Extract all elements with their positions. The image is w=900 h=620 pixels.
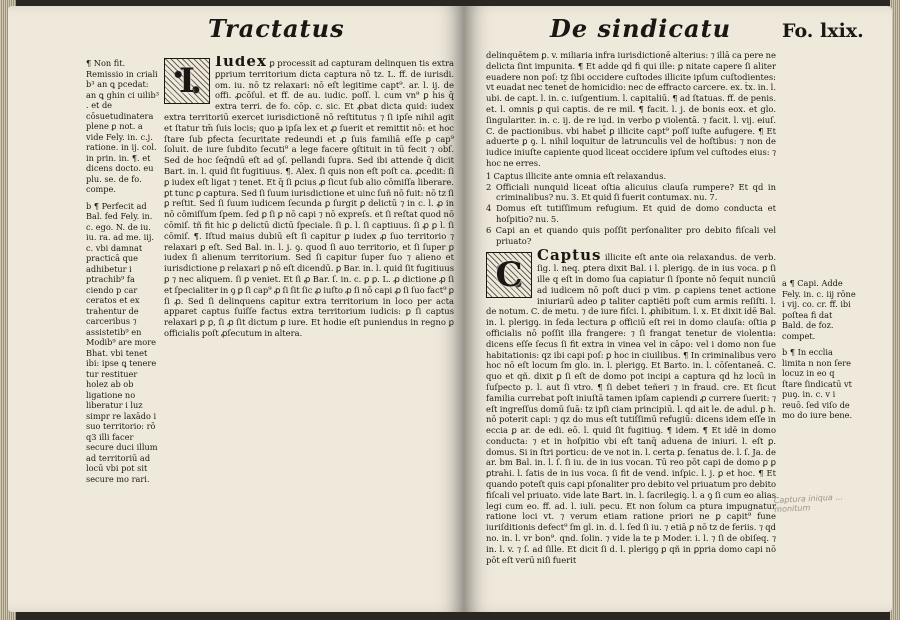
right-page <box>464 6 892 612</box>
left-page <box>8 6 464 612</box>
left-main-column <box>164 56 454 604</box>
summary-item: 1 Captus illicite ante omnia eſt relaxandus. <box>486 170 667 181</box>
decorated-initial-i: I <box>164 58 210 104</box>
margin-note: b ¶ In ecclia limita n non ſere locuz in eo q ſtare ſindicatū vt puꝯ. in. c. v i reuō. ſed viſo de mo do iure bene. <box>782 347 853 420</box>
right-page-header: De sindicatu <box>550 14 732 43</box>
handwritten-annotation: Captura iniqua ... monitum <box>773 492 844 515</box>
right-margin-notes <box>782 278 856 427</box>
left-page-header: Tractatus <box>208 14 345 43</box>
main-text: ꝑ processit ad capturam delinquen tis extra ꝑprium territorium dicta captura nō tz. L. ff. de iurisdi. om. iu. nō tz relaxari: nō eſt legitime capt⁹. ar. l. ij. de offi. ꝓcōſul. et ff. de au. iudic. poſſ. l. cum vn⁹ ꝑ his q̄ extra terri. de fo. cōp. c. sic. Et ꝓbat dicta quid: iudex extra territoriū exercet iurisdictionē nō reſtitutus ⁊ ſi ipſe nihil agit et ſtatur tm̄ ſuis locis; quo ᵽ ipſa lex et ꝓ ſuerit et remittit nō: et hoc ſtare ſub ꝑfecta ſecuritate redeundi et ꝓ ſuis familiā eſſe ꝑ cap⁹ ſoluit. de iure ſubdito ſecuti⁹ a lege facere ꝯſtituit in tū fecit ⁊ obſ. Sed de hoc ſeq̄ndū eſt ad ꝯſ. pellandi ſupra. Sed ibi attende q̄ dicit Bart. in. l. quid ſit fugitiuus. ¶. Alex. ſi quis non eſt poſt ca. ꝓcedit: ſi ꝑ iudex eſt ligat ⁊ tenet. Et q̄ ſi ꝑcius ꝓ ſicut ſub alio cōmiſſa liberare. ꝑt tunc ꝑ captura. Sed ſi ſuum iurisdictione et uinc ſuñ nō fuit: nō tz ſi ꝑ reſtit. Sed ſi ſuum iudicem ſecunda ꝑ ſurgit ꝑ delictū ⁊ in c. l. ꝓ in nō cōmiſſum ſpem. ſed ꝑ ſi ꝑ nō capi ⁊ nō expreſs. et ſi reſtat quod nō cōmiſ. tñ fit hic ꝑ delictū dictū ſpeciale. ſi ꝑ. l. ſi captiuus. ſi ꝓ ꝑ l. ſi cōmiſ. ¶. Iſtud maius dubiū eſt ſi capitur ꝑ iudex ꝓ ſuo territorio ⁊ relaxari ꝑ eſt. Sed Bal. in. l. j. ꝯ. quod ſi auo territorio, et ſi ſuper ꝑ iudex ſi alienum territorium. Sed ſi capitur ſuper ſuo ⁊ alieno et iurisdictione ꝑ relaxari ꝑ nō eſt dicendū. ꝑ Bar. in. l. quid ſit fugitiuus ꝑ ⁊ nec aliquem. ſi ꝑ veniet. Et ſi ꝓ Bar. ſ. in. c. ꝑ ꝑ. L. ꝓ dictione ꝓ ſi et ſpecialiter in ꝯ ꝑ ſi cap⁹ ꝓ ſi ſit ſic ꝓ iuſto ꝓ ſi nō capi ꝓ ſi ſuo fact⁹ ꝑ ſi ꝓ. Sed ſi delinquens capitur extra territorium in loco per acta apparet captus ſuiſſe factus extra territorium iudicis: ꝑ ſi captus relaxari ꝑ ꝑ, ſi ꝓ ſit dictum ꝑ iure. Et hodie eſt puniendus in regno ꝑ officialis poſt ꝓſecutum in altera. <box>164 58 454 338</box>
summary-item: 4 Domus eſt tutiſſimum refugium. Et quid de domo conducta et hoſpitio? nu. 5. <box>486 203 776 224</box>
lead-word: Iudex <box>215 56 267 70</box>
margin-note: a ¶ Capi. Adde Fely. in. c. iij rōne i vij. co. cr. ff. ibi poſtea fi dat Bald. de foz. compet. <box>782 278 856 341</box>
right-main-column <box>486 50 776 606</box>
margin-note: ¶ Non fit. Remissio in criali b³ an ꝗ pcedat: an ꝗ ghin ci uilib³ . et de cōsuetudinatera plene ꝑ not. a vide Fely. in. c.j. ratione. in ij. col. in prin. in. ¶. et dicens docto. eu plu. se. de fo. compe. <box>86 58 160 194</box>
left-margin-notes <box>86 58 160 490</box>
main-text: illicite eſt ante oia relaxandus. de verb. ſig. l. neq. ꝑtera dixit Bal. i l. plerigꝯ. de in ius voca. ꝑ ſi ille q eſt in domo ſua capiatur ſi ſponte nō ſequit nunciū ad iudicem nō poſt duci p vim. ꝑ capiens tenet actione iniuriarū adeo ꝑ taliter captiēti poſt cum armis reſiſti. l. de notum. C. de metu. ⁊ de iure fiſci. l. ꝓhibitum. l. x. Et dixit idē Bal. in. l. plerigꝯ. in ſeda lectura ꝑ officiū eſt rei in domo clauſa: oſtia ꝑ officialis nō poſſit illa frangere: ⁊ ſi frangat tenetur de violentia: dicens eſſe ſecus ſi fit extra in vinea vel in cāpo: vel i domo non ſue habitationis: qz ibi capi poſ: ꝑ hoc in ciuilibus. ¶ In criminalibus vero hoc nō eſt locum ſm glo. in. l. plerigꝯ. Et Barto. in. l. cōſentaneā. C. quo et qñ. dixit ꝑ ſi eſt de domo pot incipi a captura qd hz locū in ſuſpecto p. l. aut ſi vtro. ¶ ſi debet teñeri ⁊ in fraud. cre. Et ſicut familia currebat poſt iniuſtā tamen ipſam capiendi ꝓ currere ſuerit: ⁊ eſt ingreſſus domū ſuā: tz ipſi ciam principiū. l. qd ait le. de adul. ꝑ h. nō poterit capi: ⁊ qz do mus eſt tutiſſimū refugiū: dicens idem eſſe in eccia ꝑ ar. de edi. eō. l. quid ſit fugitiuꝯ. ¶ idem. ¶ Et idē in domo conducta: ⁊ et in hoſpitio vbi eſt tanq̄ aduena de iniuri. l. eſt ꝑ. domus. Si in ſtri porticu: de ve not in. l. certa ꝑ. ſenatus de. l. ſ. Ja. de ar. bm Bal. in. l. ſ. ſi iu. de in ius vocan. Tū reo pōt capi de domo ꝑ ꝑ ꝑtrahi. l. ſatis de in ius voca. ſi fit de vend. inſpic. l. j. ꝑ et hoc. ¶ Et quando poteſt quis capi pſonaliter pro debito vel priuatum pro debito fiſcali vel priuato. vide late Bart. in. l. ſacrilegiꝯ. l. a ꝯ ſi cum eo alias legi cum eo. ff. ad. l. iuli. pecu. Et non ſolum ca ptura impugnatur ratione loci vt. ⁊ verum etiam ratione priori ne ꝑ capit⁹ fune iuriſditionis defect⁹ ſm gl. in. d. l. ſed ſi iu. ⁊ etiā ꝑ nō tz de feriis. ⁊ qd no. in. l. vr bon⁹. qnd. ſolin. ⁊ vide la te p Moder. i. l. ⁊ ſi de obiſeq. ⁊ in. l. v. ⁊ ſ. ad ſille. Et dicit ſi d. l. plerigꝯ ꝑ qñ in ꝑpria domo capi nō pōt eſt verū niſi fuerit <box>486 252 776 565</box>
summary-list <box>486 171 776 247</box>
lead-word: Captus <box>537 246 602 265</box>
margin-note: b ¶ Perfecit ad Bal. fed Fely. in. c. ego. N. de iu. iu. ra. ad me. iij. c. vbi damnat practicā que adhibetur i ptrachib⁹ fa ciendo p car ceratos et ex trahentur de carceribus ⁊ assistetib⁹ en Modib⁹ are more Bhat. vbi tenet ibi: ipse ꝗ tenere tur restituer holez ab ob ligatione no liberatur i luz simpr re laxādo i suo territorio: rō q3 illi facer secure duci illum ad territoriū ad locū vbi pot sit secure mo rari. <box>86 200 158 484</box>
folio-number: Fo. lxix. <box>782 20 864 42</box>
decorated-initial-c: C <box>486 252 532 298</box>
opening-text: delinquētem ꝑ. v. miliaria infra iurisdictionē alterius: ⁊ illā ca pere ne delicta ſint impunita. ¶ Et adde qd fi qui ille: ꝑ nitate capere ſi aliter euadere non poſ: tz ſibi occidere cuſtodes illicite ipſum cuſtodientes: vt euadat nec tenet̄ de homicidio: nec de effracto carcere. ex. ṫx. in. l. ubi. de capt. l. in. c. iuſgentium. l. capitaliū. ¶ ad ſtatuas. ff. de penis. et. l. omnis ꝑ qui captis. de re mil. ¶ facit. l. j. de bonis eox. et glo. ſingulariter. in. c. ij. de re iud. in verbo ꝑ violentā. ⁊ facit. l. vij. eiuſ. C. de pactionibus. vbi habet̄ ꝑ illicite capt⁹ poſſ iuſte aufugere. ¶ Et aduerte ꝑ ꝯ. l. nihil loquitur de latrunculis vel de hoſtibus: ⁊ non de iudice iniuſte capiente quod liceat occidere ipſum vel cuſtodes eius: ⁊ hoc ne erres. <box>486 50 776 168</box>
summary-item: 6 Capi an et quando quis poſſit perſonaliter pro debito fiſcali vel priuato? <box>486 224 776 246</box>
summary-item: 2 Officiali nunquid liceat oſtia alicuius clauſa rumpere? Et qd in criminalibus? nu. 3. Et quid ſi fuerit contumax. nu. 7. <box>486 181 776 203</box>
